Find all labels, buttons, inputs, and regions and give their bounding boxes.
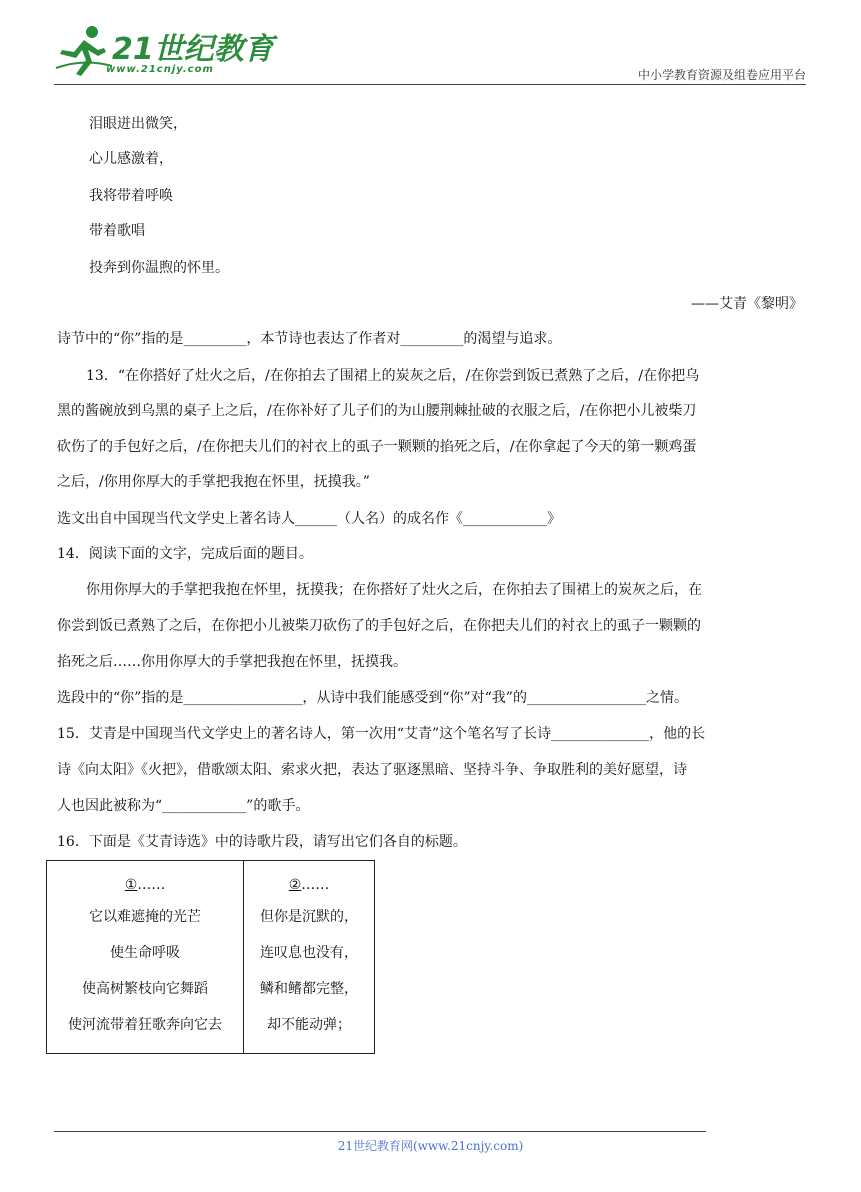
fragment-cell-2 xyxy=(244,861,375,1054)
platform-name: 中小学教育资源及组卷应用平台 xyxy=(637,68,806,82)
q13-line: 13．“在你搭好了灶火之后，/在你拍去了围裙上的炭灰之后，/在你尝到饭已煮熟了之后，/在你把乌 xyxy=(86,368,700,384)
poem-line: 我将带着呼唤 xyxy=(89,188,173,204)
poem-fragments-table xyxy=(46,860,375,1054)
page-footer xyxy=(0,1137,861,1154)
fragment-line: 使高树繁枝向它舞蹈 xyxy=(82,981,208,997)
fragment-line: 但你是沉默的， xyxy=(260,909,358,925)
q13-question: 选文出自中国现当代文学史上著名诗人______（人名）的成名作《____________》 xyxy=(57,511,561,527)
q15-line: 诗《向太阳》《火把》，借歌颂太阳、索求火把，表达了驱逐黑暗、坚持斗争、争取胜利的美好愿望，诗 xyxy=(57,762,687,778)
fragment-line: 连叹息也没有， xyxy=(260,945,358,961)
poem-line: 投奔到你温煦的怀里。 xyxy=(89,260,229,276)
poem-attribution: ——艾青《黎明》 xyxy=(691,296,803,312)
poem-line: 心儿感激着， xyxy=(89,151,173,167)
q13-line: 黑的酱碗放到乌黑的桌子上之后，/在你补好了儿子们的为山腰荆棘扯破的衣服之后，/在你把小儿被柴刀 xyxy=(57,403,697,419)
q14-passage-line: 你用你厚大的手掌把我抱在怀里，抚摸我；在你搭好了灶火之后，在你拍去了围裙上的炭灰之后，在 xyxy=(86,582,702,598)
runner-logo-icon xyxy=(54,22,114,80)
q14-passage-line: 掐死之后……你用你厚大的手掌把我抱在怀里，抚摸我。 xyxy=(57,654,407,670)
site-logo xyxy=(54,22,294,82)
heading-dots: …… xyxy=(137,877,166,893)
q14-passage-line: 你尝到饭已煮熟了之后，在你把小儿被柴刀砍伤了的手包好之后，在你把夫儿们的衬衣上的虱子一颗颗的 xyxy=(57,618,701,634)
q14-intro: 14．阅读下面的文字，完成后面的题目。 xyxy=(57,546,313,562)
fragment-line: 却不能动弹； xyxy=(267,1017,351,1033)
fragment-heading xyxy=(252,875,366,895)
fragment-line: 使生命呼吸 xyxy=(110,945,180,961)
header-divider xyxy=(54,84,806,85)
fragment-line: 它以难遮掩的光芒 xyxy=(89,909,201,925)
fragment-heading xyxy=(55,875,235,895)
logo-text: 21世纪教育 xyxy=(112,32,274,67)
poem-line: 带着歌唱 xyxy=(89,223,145,239)
q13-line: 砍伤了的手包好之后，/在你把夫儿们的衬衣上的虱子一颗颗的掐死之后，/在你拿起了今天的第一颗鸡蛋 xyxy=(57,439,697,455)
q13-line: 之后，/你用你厚大的手掌把我抱在怀里，抚摸我。” xyxy=(57,474,370,490)
footer-divider xyxy=(54,1131,706,1132)
blank-number: ① xyxy=(124,877,138,893)
fragment-line: 使河流带着狂歌奔向它去 xyxy=(68,1017,222,1033)
q14-question: 选段中的“你”指的是_________________，从诗中我们能感受到“你”对“我”的_________________之情。 xyxy=(57,690,688,706)
question-poem: 诗节中的“你”指的是_________，本节诗也表达了作者对_________的渴望与追求。 xyxy=(57,331,562,347)
logo-url: www.21cnjy.com xyxy=(106,64,214,75)
q15-line: 15．艾青是中国现当代文学史上的著名诗人，第一次用“艾青”这个笔名写了长诗______________，他的长 xyxy=(57,726,706,742)
q16-intro: 16．下面是《艾青诗选》中的诗歌片段，请写出它们各自的标题。 xyxy=(57,834,467,850)
q15-line: 人也因此被称为“____________”的歌手。 xyxy=(57,798,310,814)
poem-line: 泪眼迸出微笑， xyxy=(89,116,187,132)
blank-number: ② xyxy=(288,877,302,893)
heading-dots: …… xyxy=(301,877,330,893)
footer-link[interactable]: 21世纪教育网(www.21cnjy.com) xyxy=(337,1139,524,1153)
fragment-cell-1 xyxy=(47,861,244,1054)
page-header xyxy=(54,22,806,84)
fragment-line: 鳞和鳍都完整， xyxy=(260,981,358,997)
